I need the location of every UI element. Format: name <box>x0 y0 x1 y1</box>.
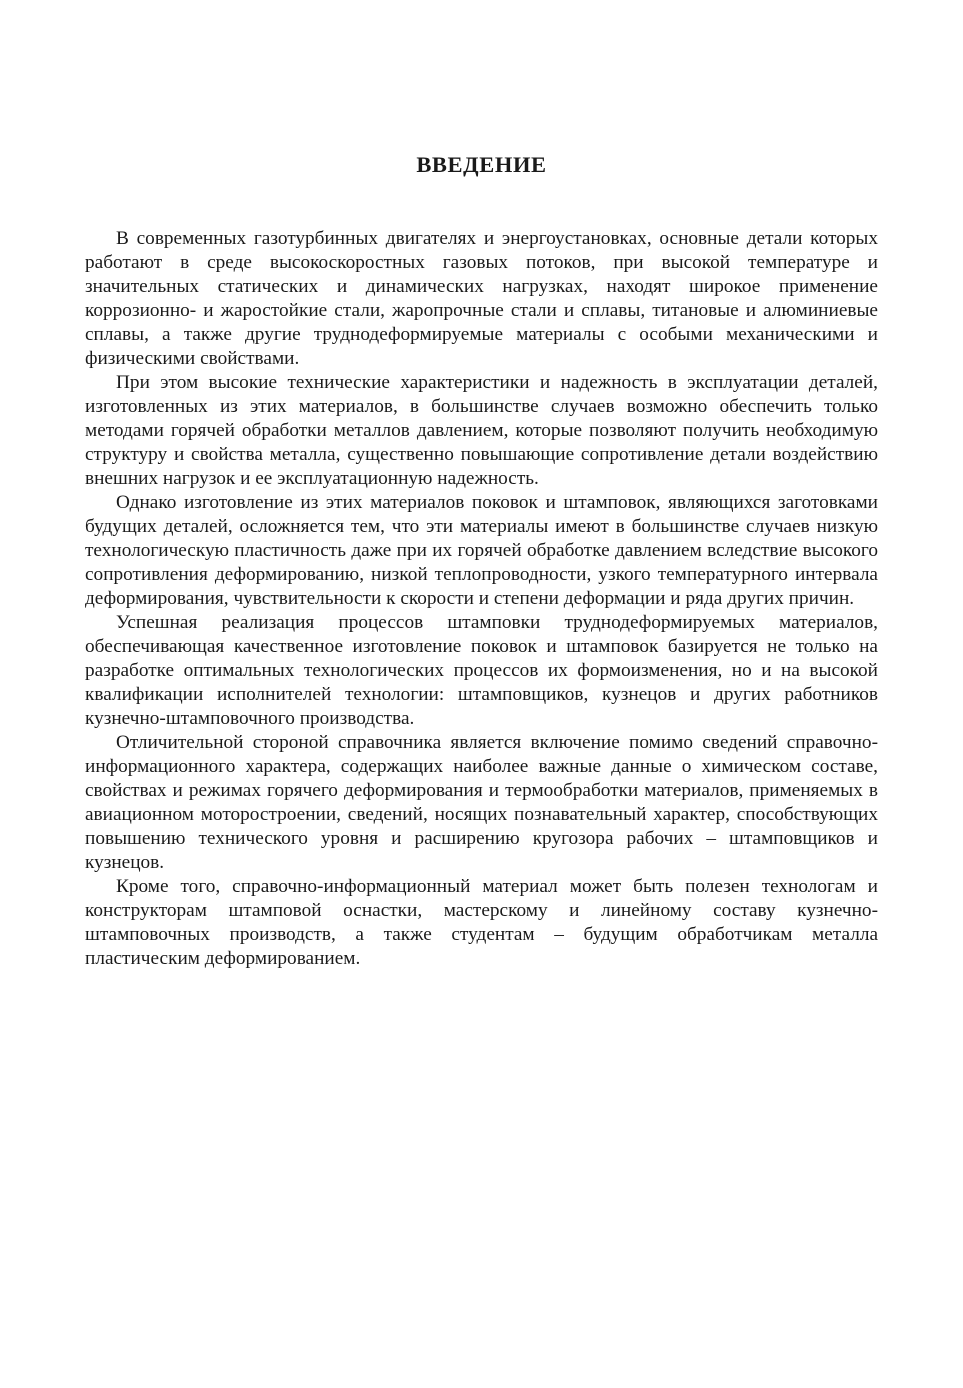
paragraph-6: Кроме того, справочно-информационный материал может быть полезен технологам и конструкторам штамповой оснастки, мастерскому и линейному составу кузнечно-штамповочных производств, а также студентам – будущим обработчикам металла пластическим деформированием. <box>85 876 878 969</box>
document-body <box>85 227 878 971</box>
paragraph-1: В современных газотурбинных двигателях и энергоустановках, основные детали которых работают в среде высокоскоростных газовых потоков, при высокой температуре и значительных статических и динамических нагрузках, находят широкое применение коррозионно- и жаростойкие стали, жаропрочные стали и сплавы, титановые и алюминиевые сплавы, а также другие труднодеформируемые материалы с особыми механическими и физическими свойствами. <box>85 228 878 369</box>
paragraph-5: Отличительной стороной справочника является включение помимо сведений справочно-информационного характера, содержащих наиболее важные данные о химическом составе, свойствах и режимах горячего деформирования и термообработки материалов, применяемых в авиационном моторостроении, сведений, носящих познавательный характер, способствующих повышению технического уровня и расширению кругозора рабочих – штамповщиков и кузнецов. <box>85 732 878 873</box>
page-title: ВВЕДЕНИЕ <box>416 152 547 177</box>
paragraph-3: Однако изготовление из этих материалов поковок и штамповок, являющихся заготовками будущих деталей, осложняется тем, что эти материалы имеют в большинстве случаев низкую технологическую пластичность даже при их горячей обработке давлением вследствие высокого сопротивления деформированию, низкой теплопроводности, узкого температурного интервала деформирования, чувствительности к скорости и степени деформации и ряда других причин. <box>85 492 878 609</box>
paragraph-4: Успешная реализация процессов штамповки труднодеформируемых материалов, обеспечивающая качественное изготовление поковок и штамповок базируется не только на разработке оптимальных технологических процессов их формоизменения, но и на высокой квалификации исполнителей технологии: штамповщиков, кузнецов и других работников кузнечно-штамповочного производства. <box>85 612 878 729</box>
paragraph-2: При этом высокие технические характеристики и надежность в эксплуатации деталей, изготовленных из этих материалов, в большинстве случаев возможно обеспечить только методами горячей обработки металлов давлением, которые позволяют получить необходимую структуру и свойства металла, существенно повышающие сопротивление детали воздействию внешних нагрузок и ее эксплуатационную надежность. <box>85 372 878 489</box>
